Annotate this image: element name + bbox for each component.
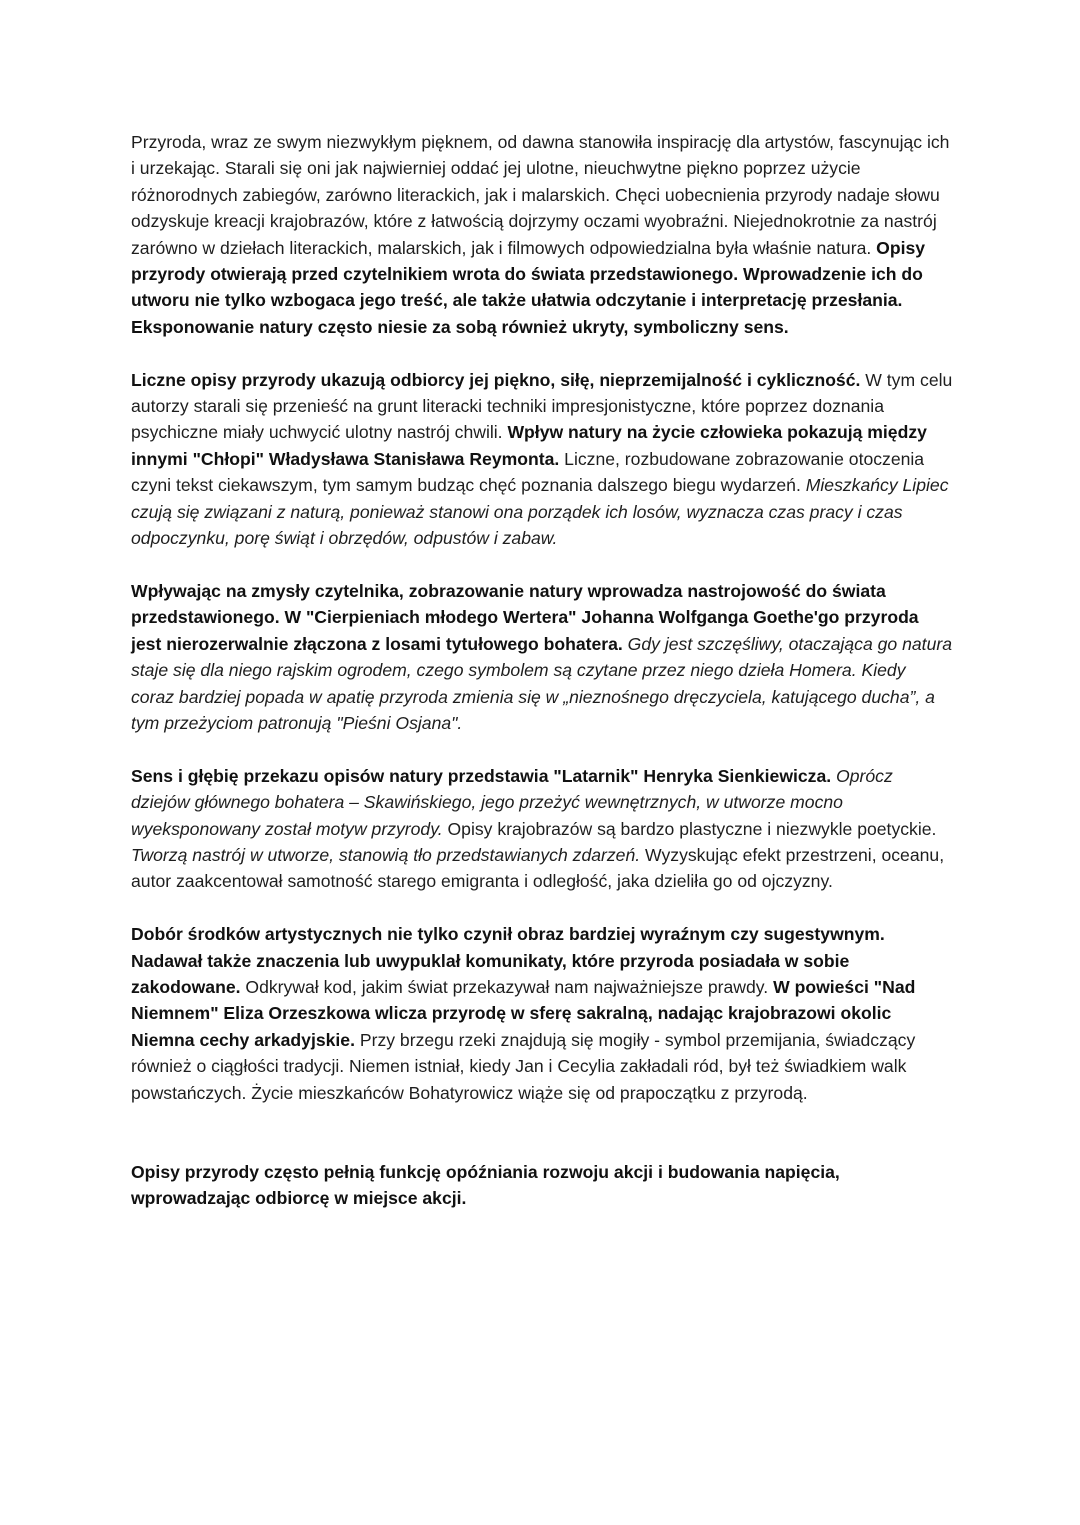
text-segment-bold: Sens i głębię przekazu opisów natury przedstawia "Latarnik" Henryka Sienkiewicza.: [131, 765, 832, 786]
document-page: [131, 129, 953, 1238]
text-segment: Liczne, rozbudowane zobrazowanie otoczenia czyni tekst ciekawszym, tym samym budząc chęć poznania dalszego biegu wydarzeń.: [131, 448, 925, 496]
text-segment-italic: Oprócz dziejów głównego bohatera – Skawińskiego, jego przeżyć wewnętrznych, w utworze mocno wyeksponowany został motyw przyrody.: [131, 765, 893, 839]
paragraph-closing: [131, 1159, 953, 1212]
paragraph-latarnik: [131, 763, 953, 895]
text-segment-italic: Mieszkańcy Lipiec czują się związani z naturą, ponieważ stanowi ona porządek ich losów, wyznacza czas pracy i czas odpoczynku, porę świąt i obrzędów, odpustów i zabaw.: [131, 475, 949, 549]
text-segment-bold: Opisy przyrody często pełnią funkcję opóźniania rozwoju akcji i budowania napięcia, wprowadzając odbiorcę w miejsce akcji.: [131, 1161, 840, 1209]
text-segment-bold: W powieści "Nad Niemnem" Eliza Orzeszkowa wlicza przyrodę w sferę sakralną, nadając krajobrazowi okolic Niemna cechy arkadyjskie.: [131, 976, 916, 1050]
paragraph-chlopi: [131, 367, 953, 552]
text-segment: Wyzyskując efekt przestrzeni, oceanu, autor zaakcentował samotność starego emigranta i odległość, jaka dzieliła go od ojczyzny.: [131, 844, 945, 892]
text-segment-bold: Wpływając na zmysły czytelnika, zobrazowanie natury wprowadza nastrojowość do świata przedstawionego. W "Cierpieniach młodego Wertera" Johanna Wolfganga Goethe'go przyroda jest nierozerwalnie złączona z losami tytułowego bohatera.: [131, 580, 919, 654]
paragraph-werter: [131, 578, 953, 736]
text-segment-italic: Gdy jest szczęśliwy, otaczająca go natura staje się dla niego rajskim ogrodem, czego symbolem są czytane przez niego dzieła Homera. Kiedy coraz bardziej popada w apatię przyroda zmienia się w „nieznośnego dręczyciela, katującego ducha”, a tym przeżyciom patronują "Pieśni Osjana".: [131, 633, 952, 733]
paragraph-intro: [131, 129, 953, 340]
text-segment: Przy brzegu rzeki znajdują się mogiły - symbol przemijania, świadczący również o ciągłości tradycji. Niemen istniał, kiedy Jan i Cecylia zakładali ród, był też świadkiem walk powstańczych. Życie mieszkańców Bohatyrowicz wiąże się od prapoczątku z przyrodą.: [131, 1029, 916, 1103]
text-segment: Odkrywał kod, jakim świat przekazywał nam najważniejsze prawdy.: [240, 976, 774, 997]
text-segment-bold: Opisy przyrody otwierają przed czytelnikiem wrota do świata przedstawionego. Wprowadzenie ich do utworu nie tylko wzbogaca jego treść, ale także ułatwia odczytanie i interpretację przesłania. Eksponowanie natury często niesie za sobą również ukryty, symboliczny sens.: [131, 237, 926, 337]
text-segment-italic: Tworzą nastrój w utworze, stanowią tło przedstawianych zdarzeń.: [131, 844, 641, 865]
text-segment-bold: Liczne opisy przyrody ukazują odbiorcy jej piękno, siłę, nieprzemijalność i cykliczność.: [131, 369, 861, 390]
text-segment: Przyroda, wraz ze swym niezwykłym pięknem, od dawna stanowiła inspirację dla artystów, fascynując ich i urzekając. Starali się oni jak najwierniej oddać jej ulotne, nieuchwytne piękno poprzez użycie różnorodnych zabiegów, zarówno literackich, jak i malarskich. Chęci uobecnienia przyrody nadaje słowu odzyskuje kreacji krajobrazów, które z łatwością dojrzymy oczami wyobraźni. Niejednokrotnie za nastrój zarówno w dziełach literackich, malarskich, jak i filmowych odpowiedzialna była właśnie natura.: [131, 132, 950, 258]
paragraph-nad-niemnem: [131, 921, 953, 1106]
text-segment: W tym celu autorzy starali się przenieść na grunt literacki techniki impresjonistyczne, które poprzez doznania psychiczne miały uchwycić ulotny nastrój chwili.: [131, 369, 953, 443]
text-segment: Opisy krajobrazów są bardzo plastyczne i niezwykle poetyckie.: [442, 818, 937, 839]
text-segment-bold: Wpływ natury na życie człowieka pokazują między innymi "Chłopi" Władysława Stanisława Reymonta.: [131, 422, 927, 469]
text-segment-bold: Dobór środków artystycznych nie tylko czynił obraz bardziej wyraźnym czy sugestywnym. Nadawał także znaczenia lub uwypuklał komunikaty, które przyroda posiadała w sobie zakodowane.: [131, 924, 885, 997]
